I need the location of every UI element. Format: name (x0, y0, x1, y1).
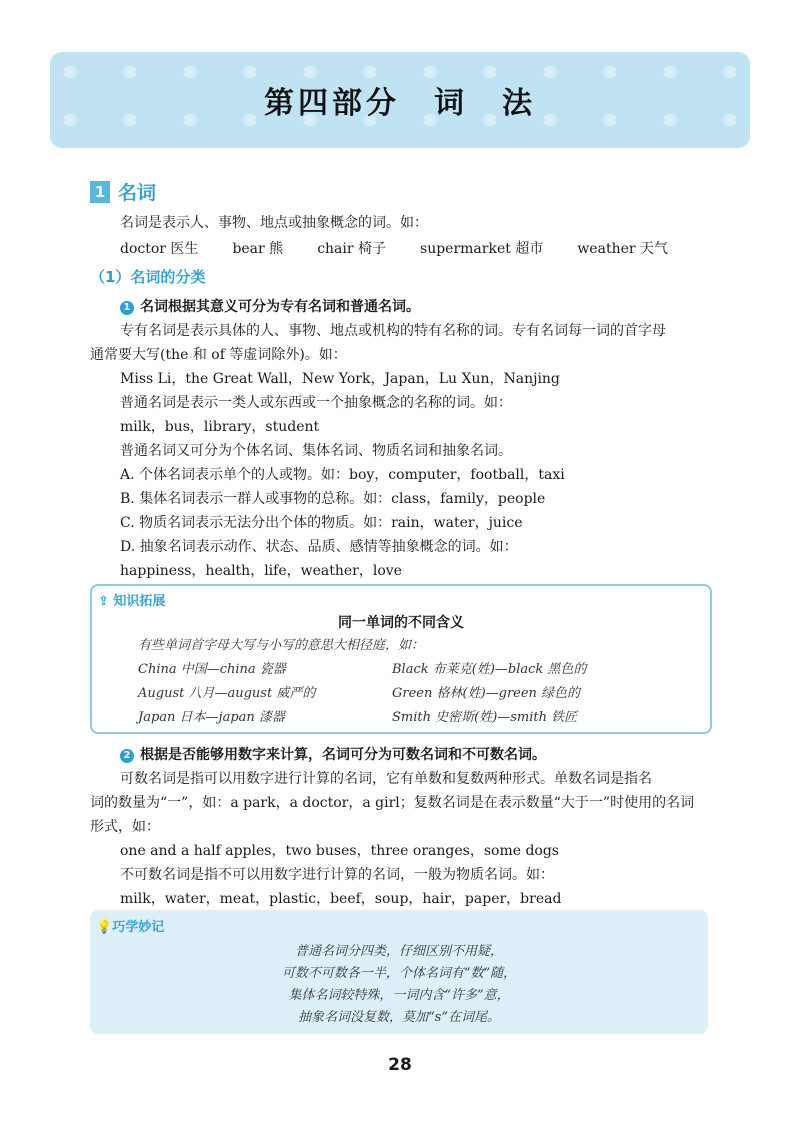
upload-icon: ⇪ (98, 594, 114, 609)
box-title: 同一单词的不同含义 (338, 615, 464, 631)
knowledge-extension-box (90, 584, 712, 734)
box-intro: 有些单词首字母大写与小写的意思大相径庭，如： (138, 638, 425, 653)
para-line: 不可数名词是指不可以用数字进行计算的名词，一般为物质名词。如： (120, 867, 554, 883)
lightbulb-icon: 💡 (96, 920, 113, 935)
knowledge-extension-label (98, 590, 165, 609)
para-line: Miss Li，the Great Wall，New York，Japan，Lu Xun，Nanjing (120, 371, 560, 387)
intro-examples (120, 238, 702, 258)
point-marker: 1 (120, 301, 134, 315)
para-line: 形式，如： (90, 819, 160, 835)
para-line: milk，bus，library，student (120, 419, 320, 435)
verse-line: 抽象名词没复数，莫加“s”在词尾。 (298, 1010, 500, 1025)
example-word: chair 椅子 (317, 241, 387, 257)
chapter-banner (50, 52, 750, 148)
para-line: 普通名词又可分为个体名词、集体名词、物质名词和抽象名词。 (120, 443, 512, 459)
para-line: D. 抽象名词表示动作、状态、品质、感情等抽象概念的词。如： (120, 539, 518, 555)
para-line: happiness，health，life，weather，love (120, 563, 402, 579)
box-label-text: 巧学妙记 (112, 920, 165, 935)
chapter-title: 第四部分 词 法 (264, 86, 536, 121)
example-word: doctor 医生 (120, 241, 199, 257)
point-text: 名词根据其意义可分为专有名词和普通名词。 (140, 299, 420, 315)
section-title: 名词 (118, 182, 157, 204)
example-word: bear 熊 (232, 241, 284, 257)
para-line: 通常要大写(the 和 of 等虚词除外)。如： (90, 347, 347, 363)
box-label-text: 知识拓展 (113, 594, 166, 609)
para-line: A. 个体名词表示单个的人或物。如：boy，computer，football，taxi (120, 467, 565, 483)
subsection-title: （1）名词的分类 (90, 268, 206, 286)
para-line: 词的数量为“一”，如：a park，a doctor，a girl；复数名词是在表示数量“大于一”时使用的名词 (90, 795, 695, 811)
word-pair: Smith 史密斯(姓)—smith 铁匠 (392, 710, 578, 725)
word-pair: Green 格林(姓)—green 绿色的 (392, 686, 581, 701)
verse-line: 普通名词分四类，仔细区别不用疑， (294, 944, 503, 959)
word-pair: August 八月—august 威严的 (138, 686, 316, 701)
point-text: 根据是否能够用数字来计算，名词可分为可数名词和不可数名词。 (140, 747, 546, 763)
verse-line: 可数不可数各一半，个体名词有“数”随， (281, 966, 517, 981)
section-number: 1 (90, 181, 110, 203)
para-line: 普通名词是表示一类人或东西或一个抽象概念的名称的词。如： (120, 395, 512, 411)
word-pair: China 中国—china 瓷器 (138, 662, 286, 677)
page-number: 28 (388, 1055, 412, 1075)
word-pair: Japan 日本—japan 漆器 (138, 710, 285, 725)
para-line: milk，water，meat，plastic，beef，soup，hair，paper，bread (120, 891, 562, 907)
para-line: 可数名词是指可以用数字进行计算的名词，它有单数和复数两种形式。单数名词是指名 (120, 771, 652, 787)
mnemonic-box (90, 910, 708, 1034)
word-pair: Black 布莱克(姓)—black 黑色的 (392, 662, 587, 677)
verse-line: 集体名词较特殊，一词内含“许多”意， (288, 988, 510, 1003)
point-two (120, 744, 546, 764)
section-heading (90, 178, 156, 205)
example-word: supermarket 超市 (420, 241, 544, 257)
point-one (120, 296, 420, 316)
para-line: C. 物质名词表示无法分出个体的物质。如：rain，water，juice (120, 515, 523, 531)
para-line: B. 集体名词表示一群人或事物的总称。如：class，family，people (120, 491, 546, 507)
example-word: weather 天气 (577, 241, 669, 257)
para-line: 专有名词是表示具体的人、事物、地点或机构的特有名称的词。专有名词每一词的首字母 (120, 323, 666, 339)
intro-text: 名词是表示人、事物、地点或抽象概念的词。如： (120, 215, 428, 231)
mnemonic-label (96, 916, 164, 935)
para-line: one and a half apples，two buses，three oranges，some dogs (120, 843, 559, 859)
point-marker: 2 (120, 749, 134, 763)
